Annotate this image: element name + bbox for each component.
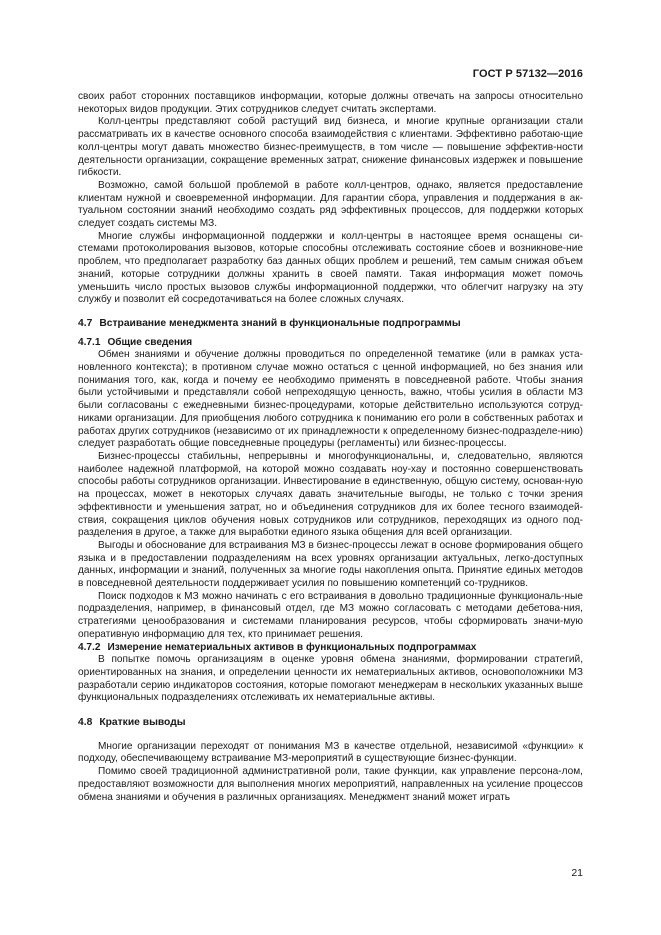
subsection-title: Общие сведения: [107, 336, 193, 348]
subsection-heading-4-7-1: [78, 337, 583, 350]
paragraph: В попытке помочь организациям в оценке уровня обмена знаниями, формировании стратегий, ориентированных на знания, и определении ценности их нематериальных активов, основоположники МЗ разработали серию индикаторов состояния, которые помогают менеджерам в нескольких указанных выше функциональных подразделениях отслеживать их нематериальные активы.: [78, 654, 583, 704]
paragraph: Многие службы информационной поддержки и колл-центры в настоящее время оснащены си-стемами протоколирования вызовов, которые способны отслеживать состояние сбоев и возникнове-ние проблем, что предполагает разработку баз данных общих проблем и решений, тем самым снижая объем знаний, которые сотрудники должны хранить в своей памяти. Такая информация может помочь уменьшить число простых вызовов службы информационной поддержки, что облегчит нагрузку на эту службу и позволит ей сосредотачиваться на более сложных случаях.: [78, 230, 583, 306]
section-heading-4-8: [78, 717, 583, 730]
paragraph: своих работ сторонних поставщиков информации, которые должны отвечать на запросы относительно некоторых видов продукции. Этих сотрудников следует считать экспертами.: [78, 91, 583, 115]
standard-designation: ГОСТ Р 57132—2016: [472, 68, 583, 80]
paragraph: Многие организации переходят от понимания МЗ в качестве отдельной, независимой «функции» к подходу, обеспечивающему встраивание МЗ-мероприятий в существующие бизнес-функции.: [78, 740, 583, 765]
section-number: 4.8: [78, 717, 93, 729]
subsection-number: 4.7.1: [78, 336, 101, 348]
subsection-heading-4-7-2: [78, 642, 583, 655]
section-title: Краткие выводы: [99, 717, 186, 729]
paragraph: Обмен знаниями и обучение должны проводиться по определенной тематике (или в рамках уста-новленного контекста); в противном случае можно остаться с ценной информацией, но без знания или понимания того, как, когда и почему ее необходимо применять в повседневной работе. Чтобы знания были устойчивыми и представляли собой непреходящую ценность, важно, чтобы усилия в области МЗ были согласованы с ежедневными бизнес-процедурами, которые действительно используются сотруд-никами организации. Для приобщения любого сотрудника к пониманию его роли в собственных работах и работах других сотрудников (независимо от их принадлежности к определенному бизнес-подразделе-нию) следует разработать общие повседневные процедуры (регламенты) или бизнес-процессы.: [78, 349, 583, 450]
paragraph: Бизнес-процессы стабильны, непрерывны и многофункциональны, и, следовательно, являются наиболее надежной платформой, на которой можно создавать ноу-хау и постоянно совершенствовать способы работы сотрудников организации. Инвестирование в единственную, общую систему, основан-ную на процессах, может в некоторых случаях давать значительные выгоды, не только с точки зрения эффективности и уменьшения затрат, но и объединения сотрудников для их более тесного взаимодей-ствия, сокращения циклов обучения новых сотрудников или сотрудников, переходящих из одного под-разделения в другое, а также для выработки единого языка общения для всей организации.: [78, 450, 583, 539]
section-heading-4-7: [78, 318, 583, 331]
paragraph: Выгоды и обоснование для встраивания МЗ в бизнес-процессы лежат в основе формирования общего языка и в предоставлении подразделениям на всех уровнях организации актуальных, легко-доступных данных, информации и знаний, полученных за многие годы накопления опыта. Принятие единых методов в повседневной деятельности поддерживает усилия по повышению компетенций со-трудников.: [78, 539, 583, 590]
section-number: 4.7: [78, 317, 93, 329]
subsection-title: Измерение нематериальных активов в функциональных подпрограммах: [107, 641, 477, 653]
paragraph: Поиск подходов к МЗ можно начинать с его встраивания в довольно традиционные функциональ-ные подразделения, например, в финансовый отдел, где МЗ можно согласовать с методами дебетова-ния, стратегиями ценообразования и системами планирования ресурсов, чтобы сформировать значи-мую оперативную информацию для тех, кто принимает решения.: [78, 590, 583, 640]
paragraph: Возможно, самой большой проблемой в работе колл-центров, однако, является предоставление клиентам нужной и своевременной информации. Для гарантии сбора, управления и поддержания в ак-туальном состоянии знаний необходимо создать ряд эффективных процессов, для поддержки которых следует создать системы МЗ.: [78, 179, 583, 230]
page-number: 21: [571, 867, 583, 879]
section-title: Встраивание менеджмента знаний в функциональные подпрограммы: [99, 317, 461, 329]
subsection-number: 4.7.2: [78, 641, 101, 653]
page-body: [78, 91, 583, 804]
paragraph: Колл-центры представляют собой растущий вид бизнеса, и многие крупные организации стали рассматривать их в качестве основного способа взаимодействия с клиентами. Эффективно работаю-щие колл-центры могут давать множество бизнес-преимуществ, в том числе — повышение эффектив-ности деятельности организации, сокращение временных затрат, снижение финансовых издержек и повышение гибкости.: [78, 116, 583, 179]
paragraph: Помимо своей традиционной административной роли, такие функции, как управление персона-лом, предоставляют возможности для выполнения многих мероприятий, направленных на усиление процессов обмена знаниями и обучения в различных организациях. Менеджмент знаний может играть: [78, 766, 583, 803]
